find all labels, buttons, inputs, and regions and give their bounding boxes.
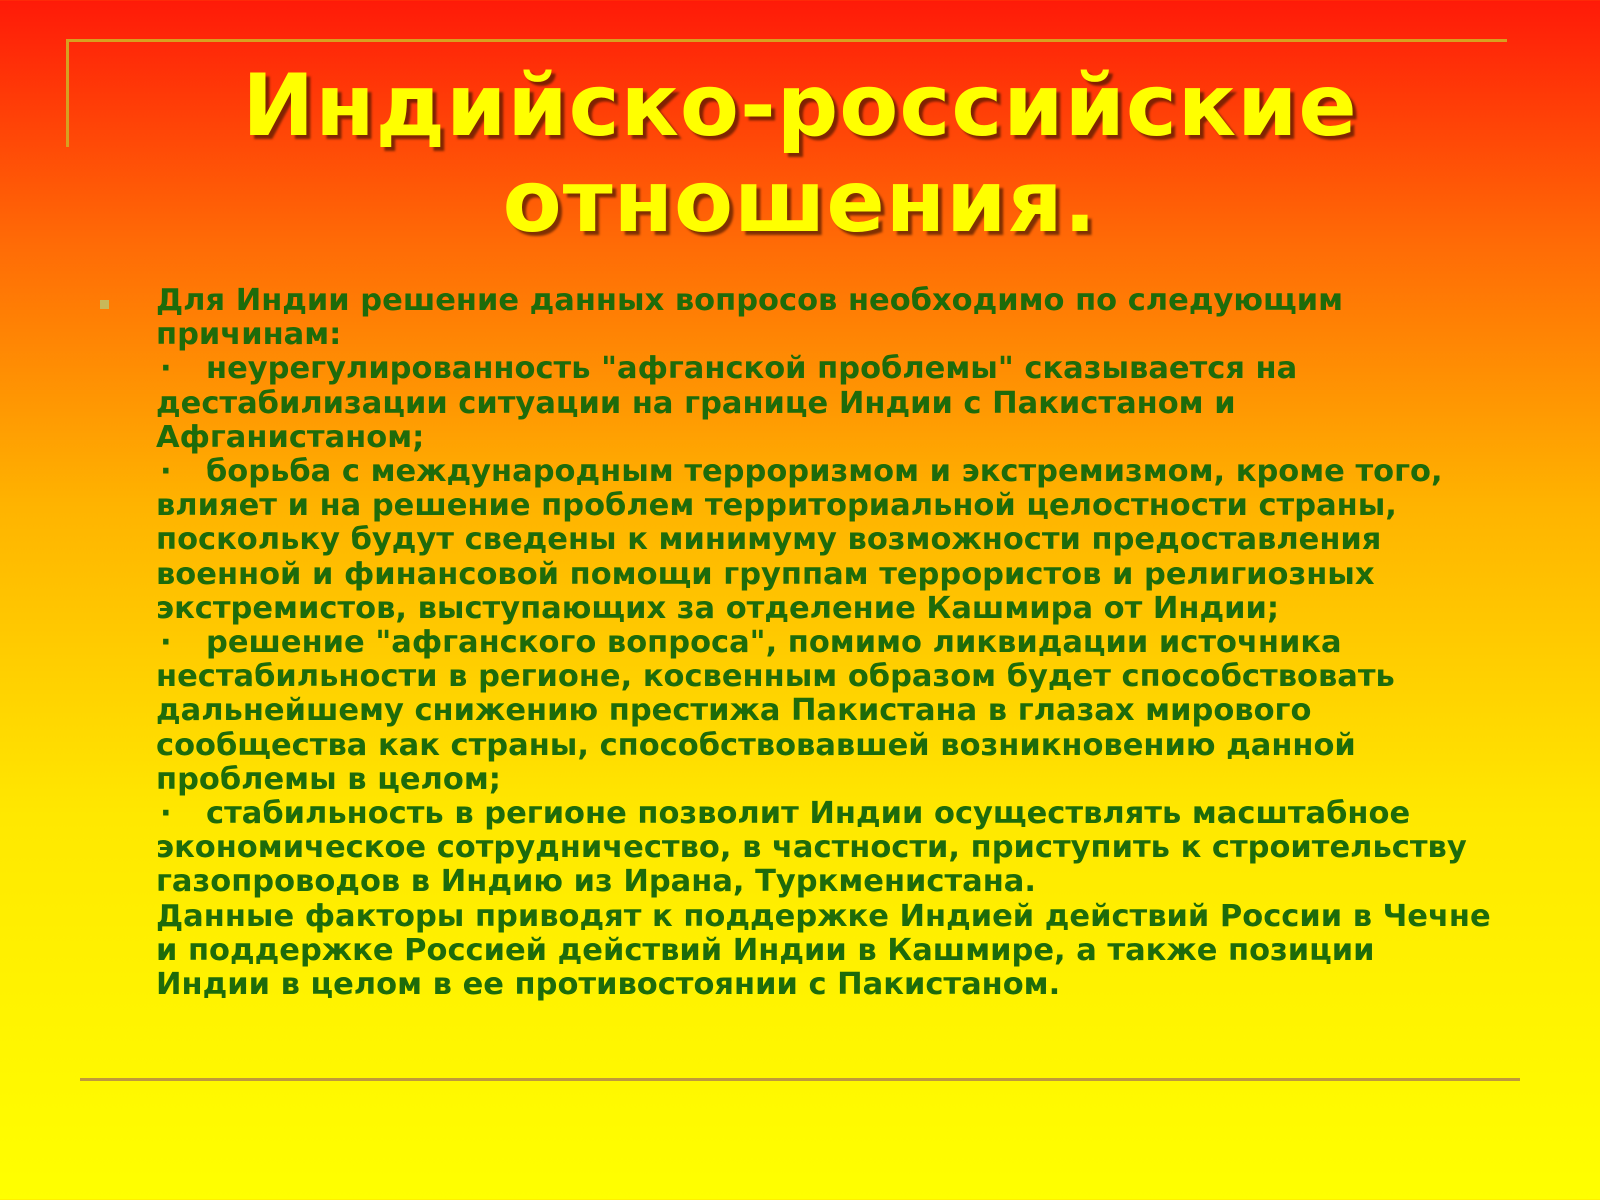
slide-title-line-2: отношения.: [502, 152, 1098, 252]
point-line: [156, 797, 1600, 831]
point-3-text: решение "афганского вопроса", помимо ликвидации источника: [206, 625, 1342, 661]
point-line: газопроводов в Индию из Ирана, Туркменистана.: [156, 864, 1036, 900]
point-1-text: неурегулированность "афганской проблемы" сказывается на: [206, 351, 1298, 387]
conclusion-line: и поддержке Россией действий Индии в Кашмире, а также позиции: [156, 932, 1375, 968]
point-line: экстремистов, выступающих за отделение Кашмира от Индии;: [156, 590, 1280, 626]
slide-title: [0, 58, 1600, 250]
bullet-square-icon: [100, 300, 109, 309]
point-line: [156, 626, 1600, 660]
conclusion-line: Данные факторы приводят к поддержке Индией действий России в Чечне: [156, 898, 1491, 934]
intro-line: причинам:: [156, 317, 342, 353]
point-2-text: борьба с международным терроризмом и экстремизмом, кроме того,: [206, 454, 1443, 490]
point-line: влияет и на решение проблем территориальной целостности страны,: [156, 488, 1397, 524]
sub-bullet-dot-icon: ·: [160, 351, 172, 387]
slide-title-line-1: Индийско-российские: [242, 56, 1358, 156]
top-rule: [67, 39, 1507, 42]
point-line: экономическое сотрудничество, в частности, приступить к строительству: [156, 830, 1467, 866]
point-line: поскольку будут сведены к минимуму возможности предоставления: [156, 522, 1382, 558]
point-line: нестабильности в регионе, косвенным образом будет способствовать: [156, 659, 1395, 695]
point-line: [156, 352, 1600, 386]
point-line: проблемы в целом;: [156, 761, 501, 797]
point-line: [156, 455, 1600, 489]
sub-bullet-dot-icon: ·: [160, 625, 172, 661]
sub-bullet-dot-icon: ·: [160, 454, 172, 490]
point-line: сообщества как страны, способствовавшей возникновению данной: [156, 727, 1356, 763]
bottom-rule: [80, 1078, 1520, 1081]
conclusion-line: Индии в целом в ее противостоянии с Пакистаном.: [156, 967, 1061, 1003]
intro-line: Для Индии решение данных вопросов необходимо по следующим: [156, 283, 1344, 318]
point-line: Афганистаном;: [156, 419, 425, 455]
point-line: дестабилизации ситуации на границе Индии с Пакистаном и: [156, 385, 1236, 421]
body-text: [156, 284, 1600, 1002]
point-4-text: стабильность в регионе позволит Индии осуществлять масштабное: [206, 796, 1411, 832]
point-line: военной и финансовой помощи группам террористов и религиозных: [156, 556, 1375, 592]
point-line: дальнейшему снижению престижа Пакистана в глазах мирового: [156, 693, 1312, 729]
sub-bullet-dot-icon: ·: [160, 796, 172, 832]
